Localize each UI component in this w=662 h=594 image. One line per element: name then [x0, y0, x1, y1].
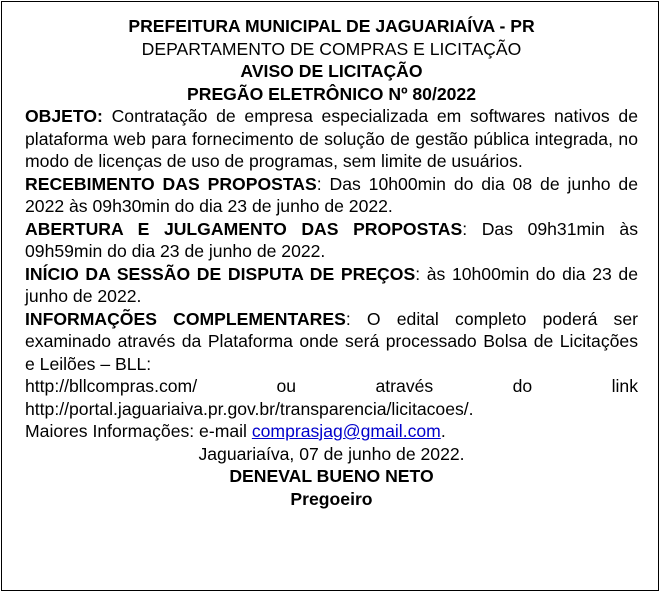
informacoes-link-line: http://bllcompras.com/ ou através do link — [25, 376, 638, 396]
informacoes-text: : O edital completo poderá ser examinado através da Plataforma onde será processado Bolsa de Licitações e Leilões – BLL: — [25, 308, 638, 374]
abertura-label: ABERTURA E JULGAMENTO DAS PROPOSTAS — [25, 218, 463, 239]
header-departamento: DEPARTAMENTO DE COMPRAS E LICITAÇÃO — [141, 38, 522, 59]
signer-role: Pregoeiro — [290, 488, 373, 509]
informacoes-paragraph — [25, 308, 638, 376]
objeto-paragraph — [25, 105, 638, 173]
place-date: Jaguariaíva, 07 de junho de 2022. — [198, 443, 465, 464]
inicio-label: INÍCIO DA SESSÃO DE DISPUTA DE PREÇOS — [25, 263, 416, 284]
header-prefeitura: PREFEITURA MUNICIPAL DE JAGUARIAÍVA - PR — [128, 16, 535, 36]
contact-suffix: . — [440, 421, 446, 441]
notice-content — [25, 15, 638, 510]
recebimento-paragraph — [25, 173, 638, 218]
abertura-text: : Das 09h31min às 09h59min do dia 23 de junho de 2022. — [25, 218, 639, 261]
recebimento-label: RECEBIMENTO DAS PROPOSTAS — [25, 173, 317, 194]
informacoes-label: INFORMAÇÕES COMPLEMENTARES — [25, 308, 346, 329]
email-link[interactable]: comprasjag@gmail.com — [251, 421, 441, 441]
inicio-paragraph — [25, 263, 638, 308]
header-aviso: AVISO DE LICITAÇÃO — [240, 61, 423, 81]
header-pregao: PREGÃO ELETRÔNICO Nº 80/2022 — [187, 83, 476, 104]
objeto-text: Contratação de empresa especializada em softwares nativos de plataforma web para fornecimento de solução de gestão pública integrada, no modo de licenças de uso de programas, sem limite de usuários. — [25, 106, 638, 171]
contact-prefix: Maiores Informações: e-mail — [25, 421, 252, 441]
abertura-paragraph — [25, 218, 638, 263]
inicio-text: : às 10h00min do dia 23 de junho de 2022. — [25, 263, 639, 306]
informacoes-url: http://portal.jaguariaiva.pr.gov.br/transparencia/licitacoes/. — [25, 398, 474, 419]
objeto-label: OBJETO: — [25, 106, 103, 126]
recebimento-text: : Das 10h00min do dia 08 de junho de 2022 às 09h30min do dia 23 de junho de 2022. — [25, 173, 638, 216]
contact-line — [25, 420, 638, 443]
signer-name: DENEVAL BUENO NETO — [229, 466, 434, 486]
